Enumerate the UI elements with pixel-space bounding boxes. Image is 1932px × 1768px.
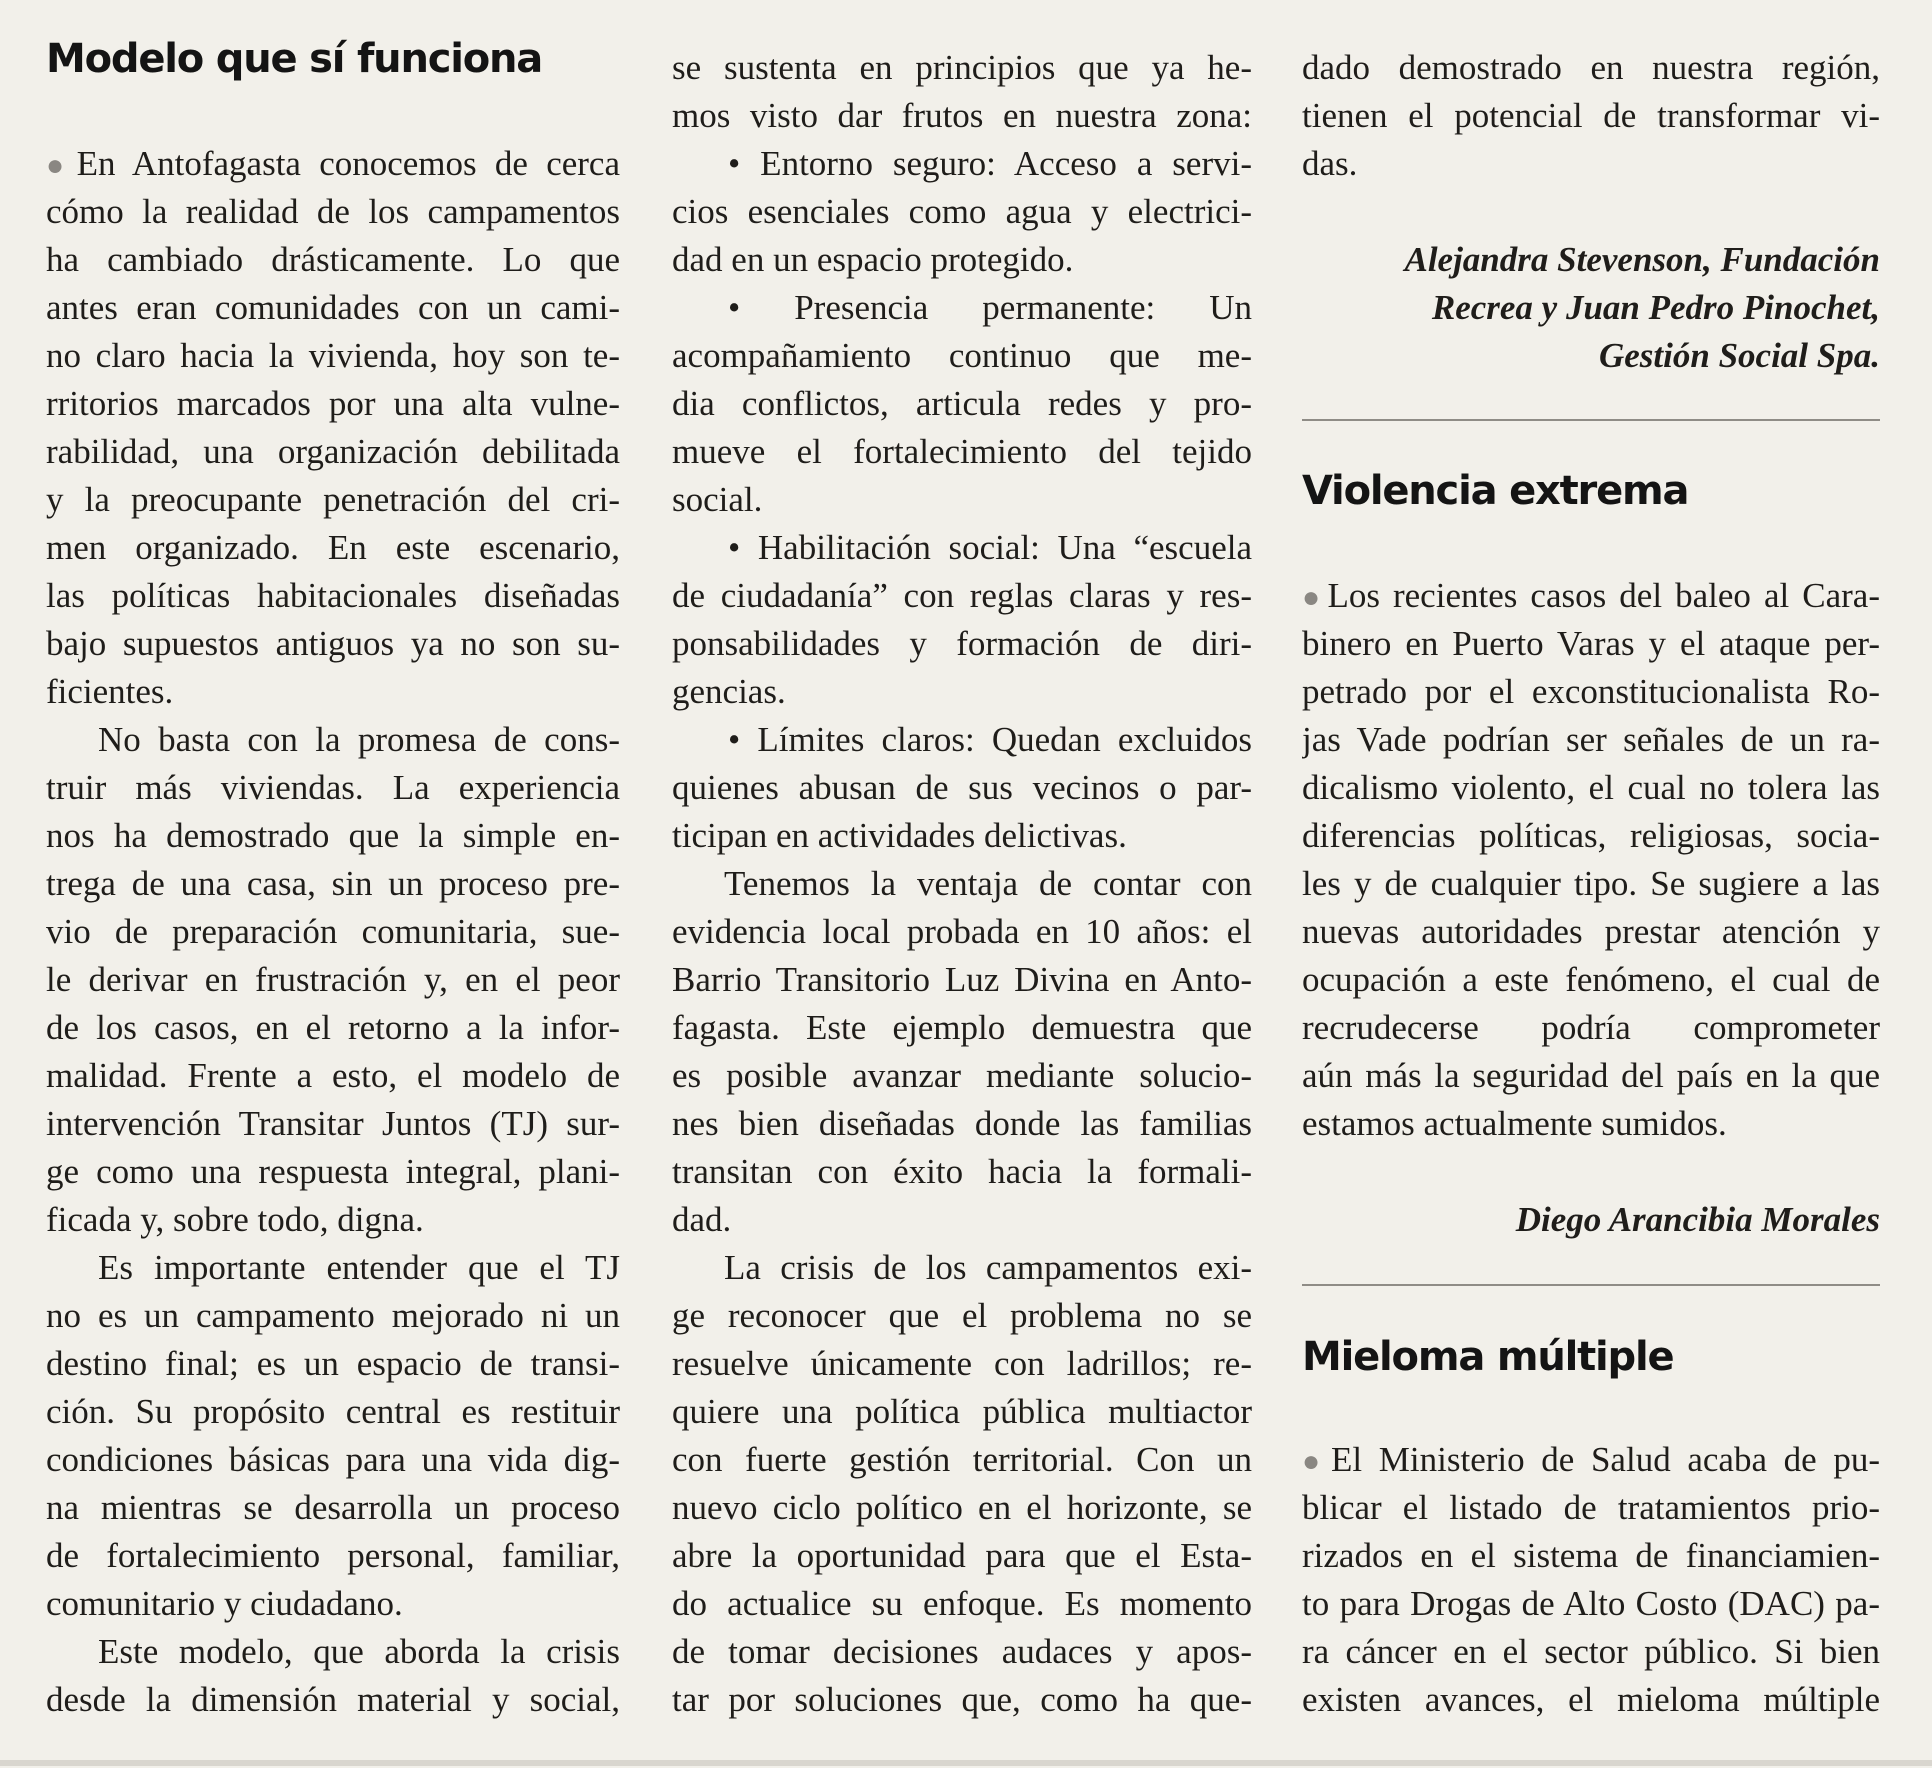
body-line: Este modelo, que aborda la crisis bbox=[98, 1632, 620, 1671]
body-line: ha cambiado drásticamente. Lo que bbox=[46, 240, 620, 279]
body-line: transitan con éxito hacia la formali- bbox=[672, 1152, 1252, 1191]
body-line: tar por soluciones que, como ha que- bbox=[672, 1680, 1252, 1719]
body-line: blicar el listado de tratamientos prio- bbox=[1302, 1488, 1880, 1527]
body-line: se sustenta en principios que ya he- bbox=[672, 48, 1252, 87]
body-line: rizados en el sistema de financiamien- bbox=[1302, 1536, 1880, 1575]
body-line: dad en un espacio protegido. bbox=[672, 240, 1074, 279]
bullet-line: • Entorno seguro: Acceso a servi- bbox=[728, 144, 1252, 183]
body-line: vio de preparación comunitaria, sue- bbox=[46, 912, 620, 951]
letter-title-mieloma: Mieloma múltiple bbox=[1302, 1334, 1674, 1380]
body-line: es posible avanzar mediante solucio- bbox=[672, 1056, 1252, 1095]
bullet-line: • Habilitación social: Una “escuela bbox=[728, 528, 1252, 567]
body-line: intervención Transitar Juntos (TJ) sur- bbox=[46, 1104, 620, 1143]
body-line: resuelve únicamente con ladrillos; re- bbox=[672, 1344, 1252, 1383]
body-line: Tenemos la ventaja de contar con bbox=[724, 864, 1252, 903]
author-signature: Gestión Social Spa. bbox=[1598, 336, 1880, 375]
body-line: do actualice su enfoque. Es momento bbox=[672, 1584, 1252, 1623]
bullet-dot-icon: ● bbox=[1302, 1445, 1329, 1478]
body-line: nuevas autoridades prestar atención y bbox=[1302, 912, 1880, 951]
body-line: quiere una política pública multiactor bbox=[672, 1392, 1252, 1431]
body-line: mueve el fortalecimiento del tejido bbox=[672, 432, 1252, 471]
body-line: ficada y, sobre todo, digna. bbox=[46, 1200, 424, 1239]
body-line: ción. Su propósito central es restituir bbox=[46, 1392, 620, 1431]
body-line: diferencias políticas, religiosas, socia- bbox=[1302, 816, 1880, 855]
body-line: dicalismo violento, el cual no tolera las bbox=[1302, 768, 1880, 807]
body-line: dado demostrado en nuestra región, bbox=[1302, 48, 1880, 87]
body-line: mos visto dar frutos en nuestra zona: bbox=[672, 96, 1252, 135]
letter-title-modelo: Modelo que sí funciona bbox=[46, 36, 543, 82]
body-line: ticipan en actividades delictivas. bbox=[672, 816, 1127, 855]
bullet-dot-icon: ● bbox=[1302, 581, 1325, 614]
body-line: ge reconocer que el problema no se bbox=[672, 1296, 1252, 1335]
body-line: no es un campamento mejorado ni un bbox=[46, 1296, 620, 1335]
body-line: dia conflictos, articula redes y pro- bbox=[672, 384, 1252, 423]
body-line: evidencia local probada en 10 años: el bbox=[672, 912, 1252, 951]
body-line: desde la dimensión material y social, bbox=[46, 1680, 620, 1719]
body-line: nes bien diseñadas donde las familias bbox=[672, 1104, 1252, 1143]
body-line: Es importante entender que el TJ bbox=[98, 1248, 620, 1287]
body-line: condiciones básicas para una vida dig- bbox=[46, 1440, 620, 1479]
body-line: rabilidad, una organización debilitada bbox=[46, 432, 620, 471]
body-line: na mientras se desarrolla un proceso bbox=[46, 1488, 620, 1527]
body-line: fagasta. Este ejemplo demuestra que bbox=[672, 1008, 1252, 1047]
body-line: ●Los recientes casos del baleo al Cara- bbox=[1302, 576, 1880, 615]
author-signature: Alejandra Stevenson, Fundación bbox=[1404, 240, 1880, 279]
body-line: Barrio Transitorio Luz Divina en Anto- bbox=[672, 960, 1252, 999]
body-line: dad. bbox=[672, 1200, 732, 1239]
body-line: le derivar en frustración y, en el peor bbox=[46, 960, 620, 999]
body-line: abre la oportunidad para que el Esta- bbox=[672, 1536, 1252, 1575]
body-line: comunitario y ciudadano. bbox=[46, 1584, 403, 1623]
page-bottom-border bbox=[0, 1760, 1932, 1766]
body-line: existen avances, el mieloma múltiple bbox=[1302, 1680, 1880, 1719]
body-line: antes eran comunidades con un cami- bbox=[46, 288, 620, 327]
section-divider bbox=[1302, 1284, 1880, 1286]
body-line: social. bbox=[672, 480, 763, 519]
bullet-line: • Límites claros: Quedan excluidos bbox=[728, 720, 1252, 759]
body-line: tienen el potencial de transformar vi- bbox=[1302, 96, 1880, 135]
body-line: bajo supuestos antiguos ya no son su- bbox=[46, 624, 620, 663]
body-line: gencias. bbox=[672, 672, 786, 711]
body-line: cios esenciales como agua y electrici- bbox=[672, 192, 1252, 231]
body-line: trega de una casa, sin un proceso pre- bbox=[46, 864, 620, 903]
body-line: das. bbox=[1302, 144, 1358, 183]
body-line: ocupación a este fenómeno, el cual de bbox=[1302, 960, 1880, 999]
body-line: men organizado. En este escenario, bbox=[46, 528, 620, 567]
author-signature: Recrea y Juan Pedro Pinochet, bbox=[1431, 288, 1880, 327]
body-line: ●El Ministerio de Salud acaba de pu- bbox=[1302, 1440, 1880, 1479]
bullet-line: • Presencia permanente: Un bbox=[728, 288, 1252, 327]
body-line: ra cáncer en el sector público. Si bien bbox=[1302, 1632, 1880, 1671]
author-signature: Diego Arancibia Morales bbox=[1515, 1200, 1880, 1239]
section-divider bbox=[1302, 419, 1880, 421]
body-line: nuevo ciclo político en el horizonte, se bbox=[672, 1488, 1252, 1527]
body-line: nos ha demostrado que la simple en- bbox=[46, 816, 620, 855]
body-line: no claro hacia la vivienda, hoy son te- bbox=[46, 336, 620, 375]
body-line: ge como una respuesta integral, plani- bbox=[46, 1152, 620, 1191]
body-line: La crisis de los campamentos exi- bbox=[724, 1248, 1252, 1287]
body-line: acompañamiento continuo que me- bbox=[672, 336, 1252, 375]
body-line: aún más la seguridad del país en la que bbox=[1302, 1056, 1880, 1095]
body-line: de los casos, en el retorno a la infor- bbox=[46, 1008, 620, 1047]
body-line: destino final; es un espacio de transi- bbox=[46, 1344, 620, 1383]
body-line: estamos actualmente sumidos. bbox=[1302, 1104, 1727, 1143]
body-line: de ciudadanía” con reglas claras y res- bbox=[672, 576, 1252, 615]
body-line: No basta con la promesa de cons- bbox=[98, 720, 620, 759]
body-line: recrudecerse podría comprometer bbox=[1302, 1008, 1880, 1047]
body-line: les y de cualquier tipo. Se sugiere a las bbox=[1302, 864, 1880, 903]
body-line: cómo la realidad de los campamentos bbox=[46, 192, 620, 231]
body-line: to para Drogas de Alto Costo (DAC) pa- bbox=[1302, 1584, 1880, 1623]
body-line: truir más viviendas. La experiencia bbox=[46, 768, 620, 807]
bullet-dot-icon: ● bbox=[46, 149, 74, 182]
body-line: binero en Puerto Varas y el ataque per- bbox=[1302, 624, 1880, 663]
body-line: ficientes. bbox=[46, 672, 174, 711]
body-line: quienes abusan de sus vecinos o par- bbox=[672, 768, 1252, 807]
body-line: las políticas habitacionales diseñadas bbox=[46, 576, 620, 615]
body-line: malidad. Frente a esto, el modelo de bbox=[46, 1056, 620, 1095]
body-line: ●En Antofagasta conocemos de cerca bbox=[46, 144, 620, 183]
letter-title-violencia: Violencia extrema bbox=[1302, 468, 1689, 514]
body-line: ponsabilidades y formación de diri- bbox=[672, 624, 1252, 663]
body-line: con fuerte gestión territorial. Con un bbox=[672, 1440, 1252, 1479]
body-line: de fortalecimiento personal, familiar, bbox=[46, 1536, 620, 1575]
body-line: rritorios marcados por una alta vulne- bbox=[46, 384, 620, 423]
body-line: petrado por el exconstitucionalista Ro- bbox=[1302, 672, 1880, 711]
body-line: y la preocupante penetración del cri- bbox=[46, 480, 620, 519]
body-line: jas Vade podrían ser señales de un ra- bbox=[1302, 720, 1880, 759]
body-line: de tomar decisiones audaces y apos- bbox=[672, 1632, 1252, 1671]
